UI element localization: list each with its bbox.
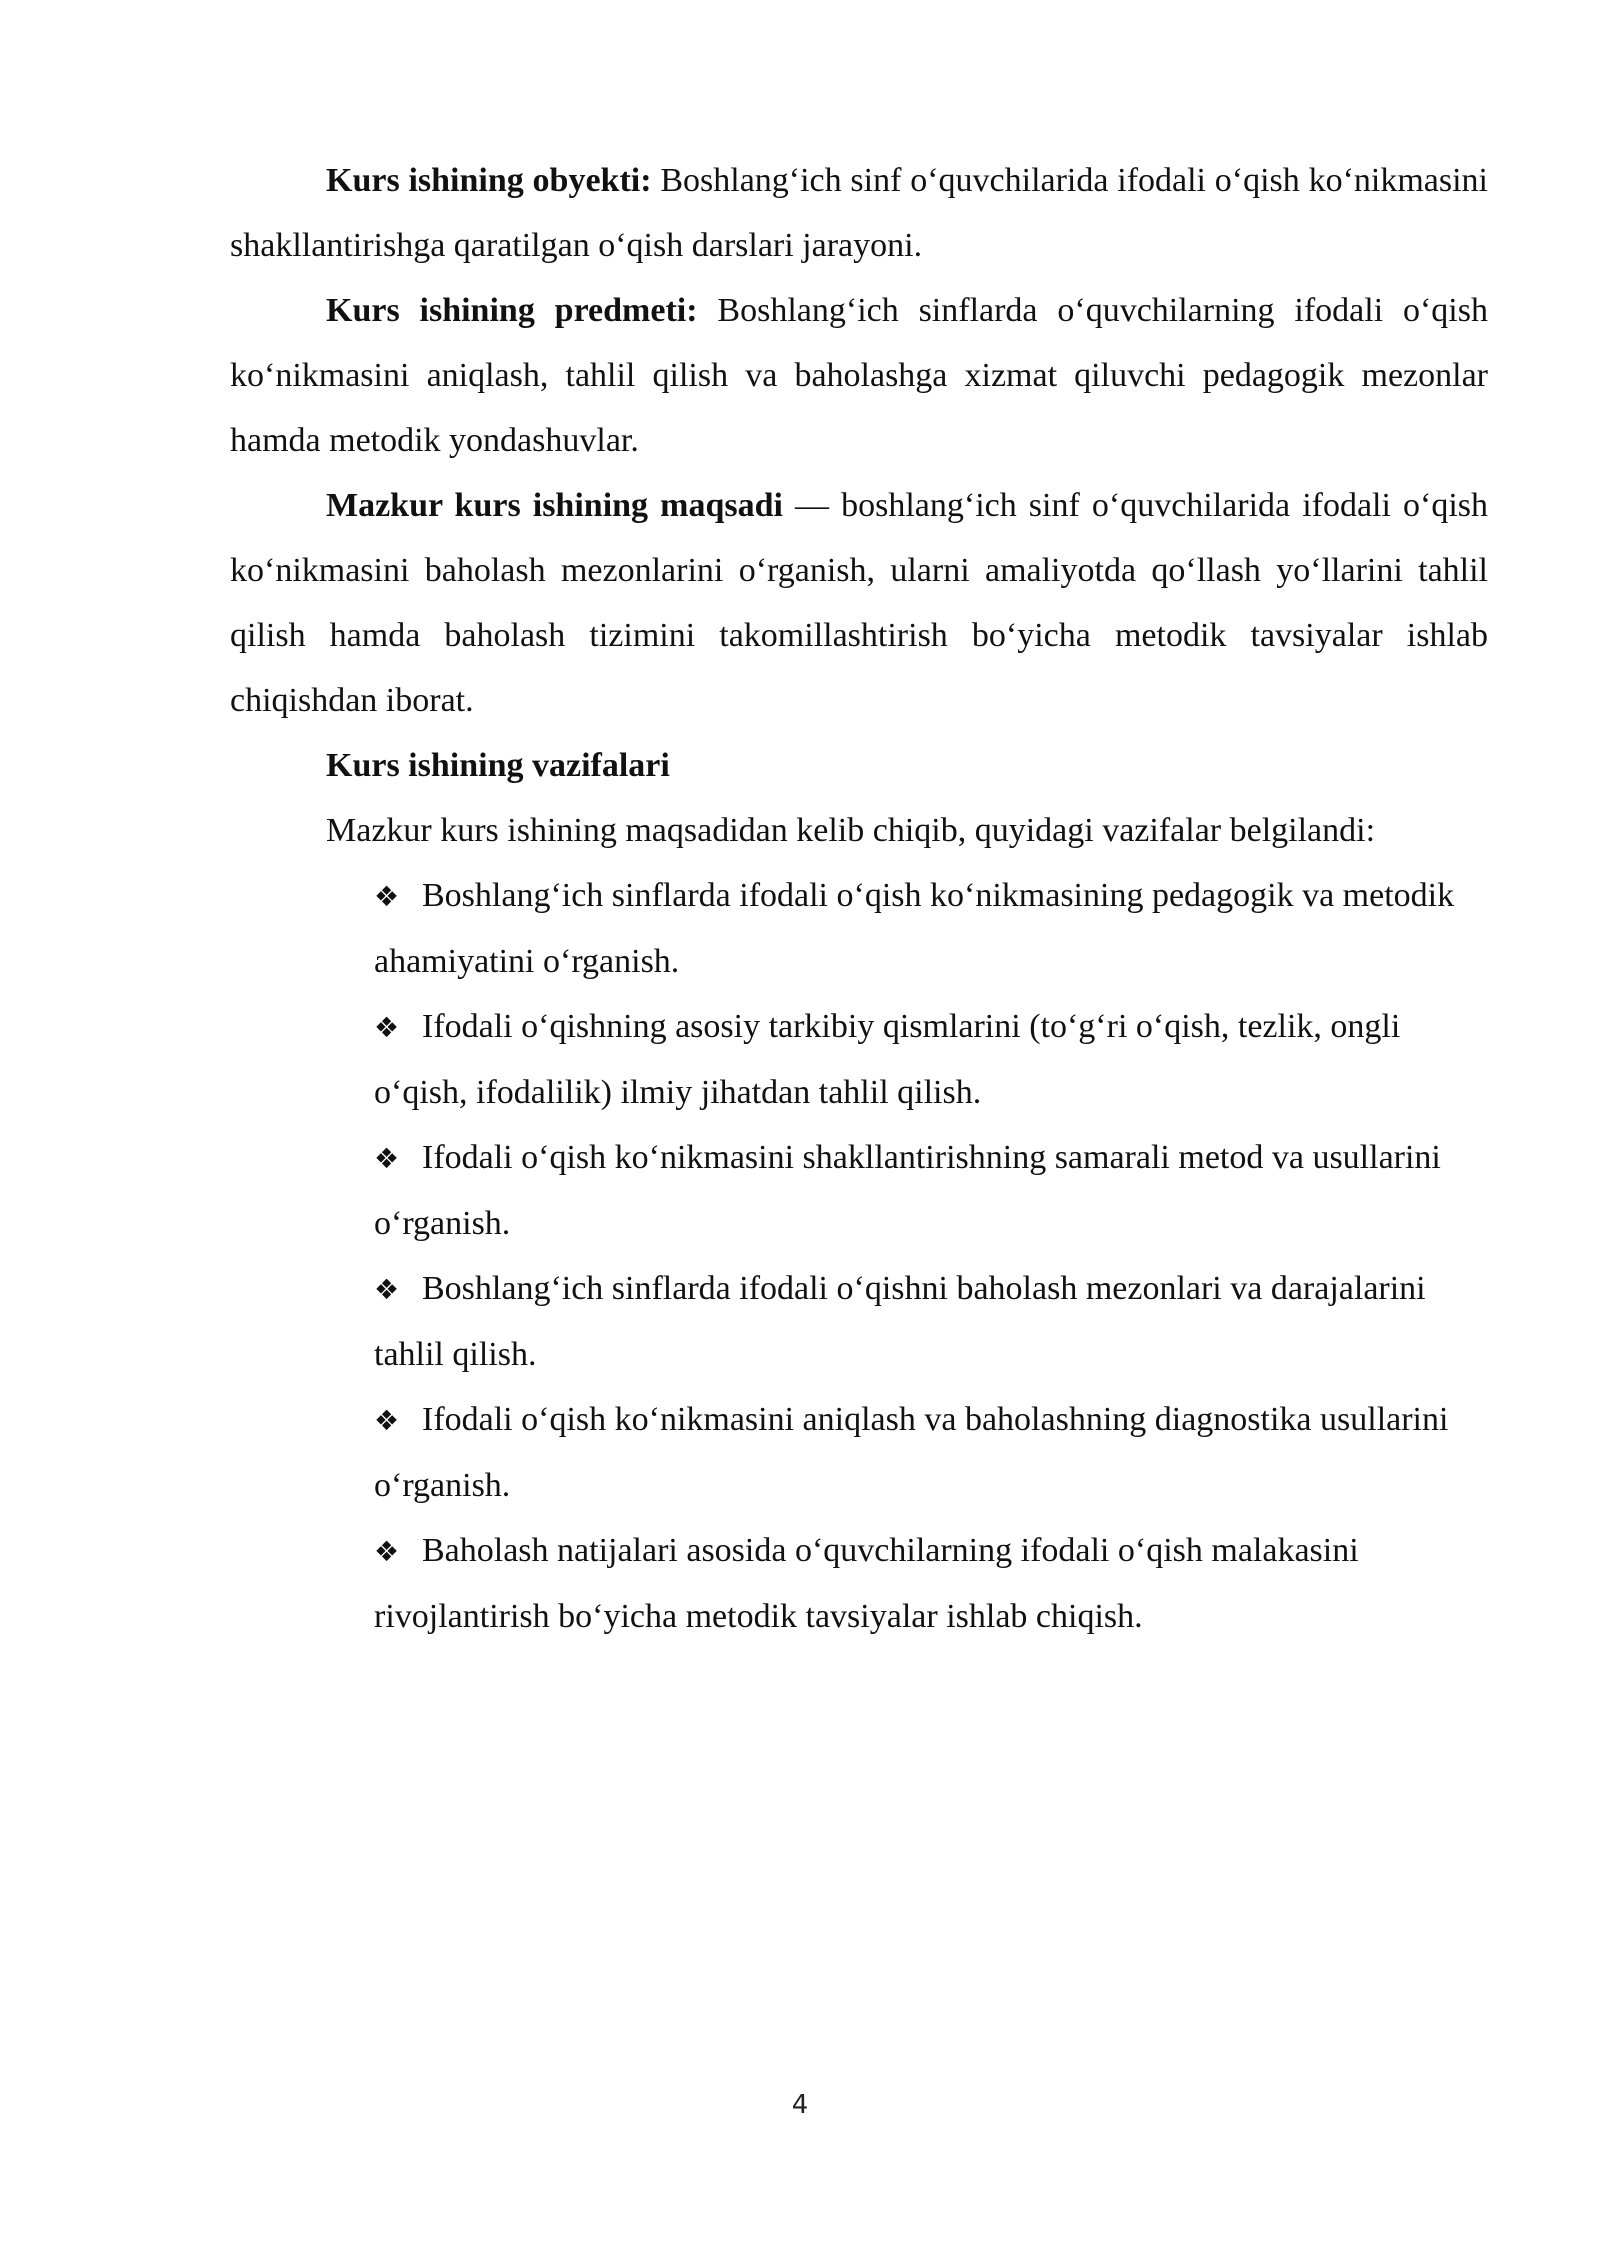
goal-text: boshlang‘ich sinf o‘quvchilarida ifodali o‘qish ko‘nikmasini baholash mezonlarini o‘rganish, ularni amaliyotda qo‘llash yo‘llarini tahlil qilish hamda baholash tizimini takomillashtirish bo‘yicha metodik tavsiyalar ishlab chiqishdan iborat. (230, 487, 1489, 719)
task-text: Ifodali o‘qish ko‘nikmasini shakllantirishning samarali metod va usullarini o‘rganish. (374, 1139, 1441, 1242)
page-content (230, 148, 1488, 1649)
task-item (374, 1256, 1488, 1387)
subject-paragraph (230, 278, 1488, 473)
goal-label: Mazkur kurs ishining maqsadi (326, 487, 783, 524)
diamond-bullet-icon: ❖ (374, 880, 400, 913)
diamond-bullet-icon: ❖ (374, 1011, 400, 1044)
diamond-bullet-icon: ❖ (374, 1404, 400, 1437)
object-paragraph (230, 148, 1488, 278)
subject-label: Kurs ishining predmeti: (326, 292, 698, 329)
tasks-intro: Mazkur kurs ishining maqsadidan kelib chiqib, quyidagi vazifalar belgilandi: (326, 812, 1376, 849)
page-number: 4 (791, 2090, 809, 2120)
goal-paragraph (230, 473, 1488, 733)
task-item (374, 1518, 1488, 1649)
task-item (374, 994, 1488, 1125)
goal-dash: — (795, 487, 830, 524)
task-item (374, 1387, 1488, 1518)
task-item (374, 1125, 1488, 1256)
task-text: Baholash natijalari asosida o‘quvchilarning ifodali o‘qish malakasini rivojlantirish bo‘yicha metodik tavsiyalar ishlab chiqish. (374, 1532, 1359, 1635)
task-text: Ifodali o‘qishning asosiy tarkibiy qismlarini (to‘g‘ri o‘qish, tezlik, ongli o‘qish, ifodalilik) ilmiy jihatdan tahlil qilish. (374, 1008, 1401, 1111)
diamond-bullet-icon: ❖ (374, 1535, 400, 1568)
diamond-bullet-icon: ❖ (374, 1273, 400, 1306)
tasks-list (230, 863, 1488, 1649)
diamond-bullet-icon: ❖ (374, 1142, 400, 1175)
object-label: Kurs ishining obyekti: (326, 162, 652, 199)
task-item (374, 863, 1488, 994)
object-text: Boshlang‘ich sinf o‘quvchilarida ifodali o‘qish ko‘nikmasini shakllantirishga qaratilgan o‘qish darslari jarayoni. (230, 162, 1489, 264)
subject-text: Boshlang‘ich sinflarda o‘quvchilarning ifodali o‘qish ko‘nikmasini aniqlash, tahlil qilish va baholashga xizmat qiluvchi pedagogik mezonlar hamda metodik yondashuvlar. (230, 292, 1488, 459)
tasks-heading: Kurs ishining vazifalari (326, 747, 670, 784)
task-text: Boshlang‘ich sinflarda ifodali o‘qishni baholash mezonlari va darajalarini tahlil qilish. (374, 1270, 1426, 1373)
task-text: Boshlang‘ich sinflarda ifodali o‘qish ko‘nikmasining pedagogik va metodik ahamiyatini o‘rganish. (374, 877, 1455, 980)
task-text: Ifodali o‘qish ko‘nikmasini aniqlash va baholashning diagnostika usullarini o‘rganish. (374, 1401, 1449, 1504)
